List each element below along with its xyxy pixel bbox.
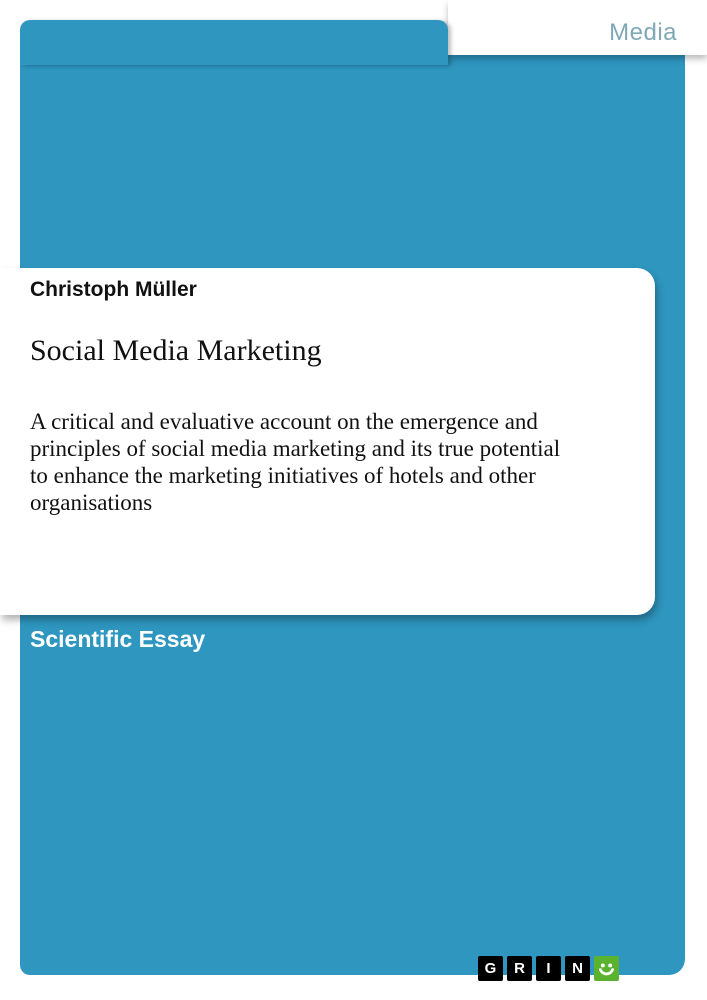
subtitle-line-3: to enhance the marketing initiatives of hotels and other <box>30 463 536 488</box>
grin-logo <box>478 956 619 981</box>
category-label: Media <box>609 19 677 46</box>
smiley-icon <box>594 956 619 981</box>
logo-letter-g: G <box>478 956 503 981</box>
author-name: Christoph Müller <box>30 278 197 301</box>
book-subtitle <box>30 408 630 516</box>
teal-tab <box>20 20 448 65</box>
subtitle-line-1: A critical and evaluative account on the emergence and <box>30 409 538 434</box>
logo-letter-n: N <box>565 956 590 981</box>
logo-letter-i: I <box>536 956 561 981</box>
book-title: Social Media Marketing <box>30 334 322 367</box>
logo-letter-r: R <box>507 956 532 981</box>
document-type-label: Scientific Essay <box>30 626 206 652</box>
title-card <box>0 268 655 615</box>
subtitle-line-2: principles of social media marketing and its true potential <box>30 436 561 461</box>
subtitle-line-4: organisations <box>30 490 153 515</box>
